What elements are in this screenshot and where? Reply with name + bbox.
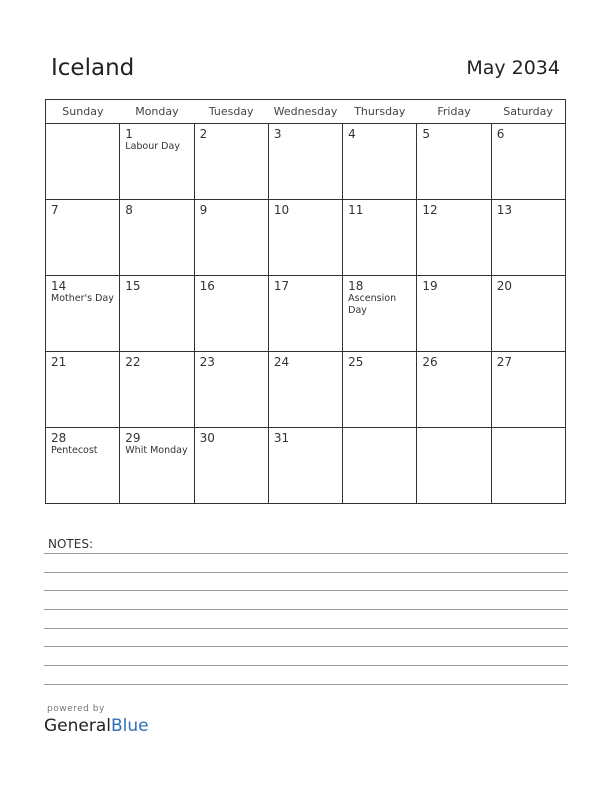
day-cell xyxy=(46,200,120,276)
day-number: 30 xyxy=(199,431,215,445)
day-number: 23 xyxy=(199,355,215,369)
day-cell xyxy=(343,200,417,276)
day-cell xyxy=(194,276,268,352)
day-number: 24 xyxy=(273,355,290,369)
day-number: 15 xyxy=(125,279,141,293)
weekday-saturday: Saturday xyxy=(491,100,565,124)
note-line xyxy=(44,665,568,666)
day-cell xyxy=(268,200,342,276)
day-cell xyxy=(417,124,491,200)
weekday-tuesday: Tuesday xyxy=(194,100,268,124)
day-cell xyxy=(268,276,342,352)
brand-blue: Blue xyxy=(111,716,149,736)
day-cell xyxy=(491,428,565,504)
day-number: 26 xyxy=(422,355,438,369)
week-row xyxy=(46,276,566,352)
day-number: 17 xyxy=(273,279,290,293)
day-number: 16 xyxy=(199,279,215,293)
holiday-label: Mother's Day xyxy=(51,293,114,304)
day-number: 7 xyxy=(51,203,59,217)
day-cell xyxy=(120,200,194,276)
day-number: 6 xyxy=(496,127,505,141)
week-row xyxy=(46,124,566,200)
day-number: 29 xyxy=(125,431,141,445)
weekday-sunday: Sunday xyxy=(46,100,120,124)
day-cell xyxy=(343,276,417,352)
note-line xyxy=(44,553,568,554)
day-cell xyxy=(46,428,120,504)
day-number: 11 xyxy=(348,203,364,217)
day-cell xyxy=(491,352,565,428)
day-number: 8 xyxy=(125,203,133,217)
holiday-label: Ascension Day xyxy=(348,293,397,316)
day-number: 18 xyxy=(348,279,364,293)
day-cell xyxy=(46,124,120,200)
calendar-grid xyxy=(45,99,566,504)
note-line xyxy=(44,628,568,629)
day-number: 14 xyxy=(51,279,67,293)
day-number: 10 xyxy=(273,203,290,217)
weekday-header-row xyxy=(46,100,566,124)
day-cell xyxy=(268,428,342,504)
week-row xyxy=(46,352,566,428)
day-cell xyxy=(194,124,268,200)
day-number: 1 xyxy=(125,127,133,141)
day-cell xyxy=(491,200,565,276)
powered-by-text: powered by xyxy=(47,704,105,714)
day-number: 31 xyxy=(273,431,290,445)
weekday-friday: Friday xyxy=(417,100,491,124)
note-line xyxy=(44,646,568,647)
day-cell xyxy=(194,428,268,504)
day-number: 22 xyxy=(125,355,141,369)
brand-general: General xyxy=(44,716,111,736)
holiday-label: Labour Day xyxy=(125,141,180,152)
weekday-monday: Monday xyxy=(120,100,194,124)
month-year-title: May 2034 xyxy=(466,57,560,79)
generalblue-logo[interactable] xyxy=(44,716,149,736)
weekday-wednesday: Wednesday xyxy=(268,100,342,124)
note-line xyxy=(44,572,568,573)
day-cell xyxy=(491,276,565,352)
day-cell xyxy=(491,124,565,200)
day-cell xyxy=(417,200,491,276)
day-cell xyxy=(194,200,268,276)
day-cell xyxy=(343,124,417,200)
day-cell xyxy=(120,352,194,428)
day-number: 28 xyxy=(51,431,67,445)
day-number: 13 xyxy=(496,203,512,217)
week-row xyxy=(46,428,566,504)
note-line xyxy=(44,590,568,591)
day-cell xyxy=(268,352,342,428)
weekday-thursday: Thursday xyxy=(343,100,417,124)
day-cell xyxy=(268,124,342,200)
week-row xyxy=(46,200,566,276)
day-number: 21 xyxy=(51,355,67,369)
day-number: 27 xyxy=(496,355,512,369)
day-number: 2 xyxy=(199,127,208,141)
day-cell xyxy=(417,352,491,428)
day-cell xyxy=(46,276,120,352)
holiday-label: Whit Monday xyxy=(125,445,188,456)
day-number: 19 xyxy=(422,279,438,293)
day-cell xyxy=(417,276,491,352)
day-number: 5 xyxy=(422,127,431,141)
day-number: 25 xyxy=(348,355,364,369)
day-cell xyxy=(343,428,417,504)
day-cell xyxy=(194,352,268,428)
country-title: Iceland xyxy=(51,55,135,81)
day-cell xyxy=(343,352,417,428)
day-cell xyxy=(120,428,194,504)
notes-label: NOTES: xyxy=(48,537,93,551)
holiday-label: Pentecost xyxy=(51,445,98,456)
day-number: 3 xyxy=(273,127,282,141)
day-cell xyxy=(417,428,491,504)
day-number: 12 xyxy=(422,203,438,217)
day-number: 4 xyxy=(348,127,356,141)
note-line xyxy=(44,684,568,685)
day-cell xyxy=(120,276,194,352)
day-cell xyxy=(120,124,194,200)
day-number: 20 xyxy=(496,279,512,293)
day-cell xyxy=(46,352,120,428)
note-line xyxy=(44,609,568,610)
day-number: 9 xyxy=(199,203,208,217)
